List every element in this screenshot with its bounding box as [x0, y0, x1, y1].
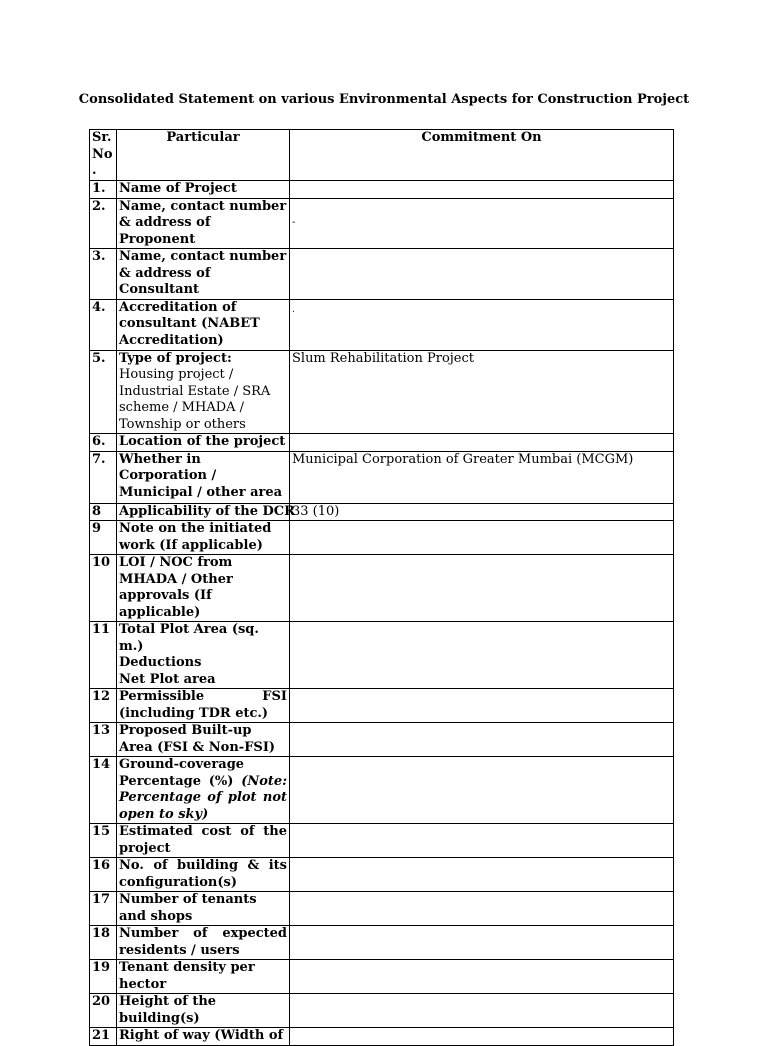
ground-coverage-label: Ground-coverage Percentage (%) — [119, 757, 245, 789]
table-row — [90, 960, 674, 994]
document-title: Consolidated Statement on various Environmental Aspects for Construction Project — [78, 92, 690, 107]
row-particular — [117, 757, 290, 824]
table-row — [90, 622, 674, 689]
table-row — [90, 198, 674, 249]
row-particular: Note on the initiated work (If applicable) — [117, 521, 290, 555]
row-particular: Proposed Built-up Area (FSI & Non-FSI) — [117, 723, 290, 757]
row-particular: Tenant density per hector — [117, 960, 290, 994]
row-commitment — [290, 1028, 674, 1046]
row-number: 2. — [90, 198, 117, 249]
row-number: 5. — [90, 350, 117, 434]
table-row — [90, 249, 674, 300]
table-row — [90, 858, 674, 892]
row-particular: Estimated cost of the project — [117, 824, 290, 858]
table-header-row — [90, 130, 674, 181]
header-commitment: Commitment On — [290, 130, 674, 181]
row-commitment — [290, 521, 674, 555]
deductions-label: Deductions — [119, 655, 202, 670]
row-particular: Applicability of the DCR — [117, 503, 290, 521]
row-commitment — [290, 181, 674, 199]
row-particular: Name of Project — [117, 181, 290, 199]
row-commitment — [290, 434, 674, 452]
table-row — [90, 521, 674, 555]
row-number: 1. — [90, 181, 117, 199]
row-commitment — [290, 892, 674, 926]
row-number: 18 — [90, 926, 117, 960]
table-row — [90, 824, 674, 858]
row-particular: LOI / NOC from MHADA / Other approvals (If applicable) — [117, 555, 290, 622]
row-particular: Permissible FSI (including TDR etc.) — [117, 689, 290, 723]
row-number: 17 — [90, 892, 117, 926]
table-row — [90, 1028, 674, 1046]
row-commitment: - — [290, 198, 674, 249]
row-number: 12 — [90, 689, 117, 723]
row-number: 7. — [90, 451, 117, 503]
row-number: 21 — [90, 1028, 117, 1046]
table-row — [90, 994, 674, 1028]
row-commitment: Municipal Corporation of Greater Mumbai (MCGM) — [290, 451, 674, 503]
row-number: 6. — [90, 434, 117, 452]
row-commitment — [290, 555, 674, 622]
row-particular: No. of building & its configuration(s) — [117, 858, 290, 892]
row-particular: Name, contact number & address of Proponent — [117, 198, 290, 249]
row-commitment — [290, 249, 674, 300]
row-commitment: Slum Rehabilitation Project — [290, 350, 674, 434]
table-row — [90, 689, 674, 723]
row-number: 19 — [90, 960, 117, 994]
row-particular: Right of way (Width of — [117, 1028, 290, 1046]
table-row — [90, 555, 674, 622]
row-number: 9 — [90, 521, 117, 555]
row-number: 15 — [90, 824, 117, 858]
row-number: 10 — [90, 555, 117, 622]
table-row — [90, 299, 674, 350]
total-plot-area-label: Total Plot Area (sq. m.) — [119, 622, 259, 654]
environmental-aspects-table — [89, 129, 674, 1046]
row-number: 16 — [90, 858, 117, 892]
row-commitment — [290, 757, 674, 824]
row-particular — [117, 350, 290, 434]
table-row — [90, 757, 674, 824]
row-number: 13 — [90, 723, 117, 757]
row-number: 20 — [90, 994, 117, 1028]
table-row — [90, 892, 674, 926]
table-row — [90, 181, 674, 199]
row-commitment — [290, 723, 674, 757]
row-number: 4. — [90, 299, 117, 350]
project-type-label: Type of project: — [119, 350, 232, 366]
row-commitment — [290, 994, 674, 1028]
row-commitment: 33 (10) — [290, 503, 674, 521]
project-type-options: Housing project / Industrial Estate / SRA scheme / MHADA / Township or others — [119, 367, 271, 432]
row-particular: Location of the project — [117, 434, 290, 452]
table-row — [90, 350, 674, 434]
row-commitment — [290, 926, 674, 960]
table-row — [90, 434, 674, 452]
ground-coverage-note: (Note: Percentage of plot not open to sky) — [119, 773, 287, 822]
table-row — [90, 926, 674, 960]
table-row — [90, 723, 674, 757]
row-number: 11 — [90, 622, 117, 689]
row-particular: Number of tenants and shops — [117, 892, 290, 926]
row-commitment — [290, 858, 674, 892]
row-particular: Whether in Corporation / Municipal / other area — [117, 451, 290, 503]
row-commitment: . — [290, 299, 674, 350]
row-commitment — [290, 622, 674, 689]
row-particular: Accreditation of consultant (NABET Accreditation) — [117, 299, 290, 350]
row-particular: Height of the building(s) — [117, 994, 290, 1028]
row-commitment — [290, 689, 674, 723]
row-number: 8 — [90, 503, 117, 521]
row-particular — [117, 622, 290, 689]
header-sr-no: Sr. No . — [90, 130, 117, 181]
row-commitment — [290, 960, 674, 994]
header-particular: Particular — [117, 130, 290, 181]
row-number: 3. — [90, 249, 117, 300]
table-row — [90, 451, 674, 503]
row-commitment — [290, 824, 674, 858]
row-number: 14 — [90, 757, 117, 824]
row-particular: Number of expected residents / users — [117, 926, 290, 960]
table-row — [90, 503, 674, 521]
row-particular: Name, contact number & address of Consultant — [117, 249, 290, 300]
net-plot-area-label: Net Plot area — [119, 671, 216, 687]
